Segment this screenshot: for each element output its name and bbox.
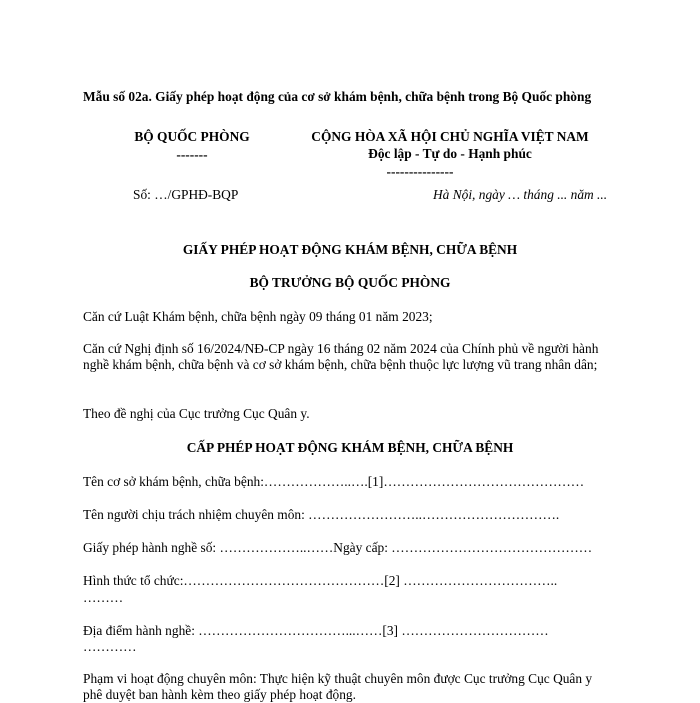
place-date: Hà Nội, ngày … tháng ... năm ...: [433, 187, 608, 202]
practice-license-field: Giấy phép hành nghề số: ………………..……Ngày cấp: ………………………………………: [83, 540, 593, 555]
national-motto: Độc lập - Tự do - Hạnh phúc: [368, 146, 532, 161]
person-in-charge-field: Tên người chịu trách nhiệm chuyên môn: ……………………..………………………….: [83, 507, 560, 522]
basis-law: Căn cứ Luật Khám bệnh, chữa bệnh ngày 09 tháng 01 năm 2023;: [83, 309, 433, 324]
agency-name: BỘ QUỐC PHÒNG: [134, 129, 250, 144]
organization-form-continuation: ………: [83, 590, 124, 605]
basis-proposal: Theo đề nghị của Cục trưởng Cục Quân y.: [83, 406, 310, 421]
form-label: Mẫu số 02a. Giấy phép hoạt động của cơ sở khám bệnh, chữa bệnh trong Bộ Quốc phòng: [83, 89, 592, 104]
scope-of-practice-line2: phê duyệt ban hành kèm theo giấy phép hoạt động.: [83, 687, 356, 702]
scope-of-practice-line1: Phạm vi hoạt động chuyên môn: Thực hiện kỹ thuật chuyên môn được Cục trưởng Cục Quân y: [83, 671, 593, 686]
country-name: CỘNG HÒA XÃ HỘI CHỦ NGHĨA VIỆT NAM: [311, 129, 589, 144]
document-number: Số: …/GPHĐ-BQP: [133, 187, 239, 202]
organization-form-field: Hình thức tổ chức:………………………………………[2] ……………………………..: [83, 573, 558, 588]
motto-rule: ---------------: [386, 164, 454, 179]
practice-location-continuation: …………: [83, 639, 137, 654]
agency-rule: -------: [176, 147, 208, 162]
facility-name-field: Tên cơ sở khám bệnh, chữa bệnh:………………..….[1]………………………………………: [83, 474, 585, 489]
practice-location-field: Địa điểm hành nghề: ……………………………...……[3] ……………………………: [83, 623, 549, 638]
decision-heading: CẤP PHÉP HOẠT ĐỘNG KHÁM BỆNH, CHỮA BỆNH: [186, 440, 514, 455]
issuer-title: BỘ TRƯỞNG BỘ QUỐC PHÒNG: [249, 275, 451, 290]
document-title: GIẤY PHÉP HOẠT ĐỘNG KHÁM BỆNH, CHỮA BỆNH: [182, 242, 518, 257]
basis-decree: Căn cứ Nghị định số 16/2024/NĐ-CP ngày 16 tháng 02 năm 2024 của Chính phủ về người hành nghề khám bệnh, chữa bệnh và cơ sở khám bệnh, chữa bệnh thuộc lực lượng vũ trang nhân dân;: [83, 341, 599, 372]
